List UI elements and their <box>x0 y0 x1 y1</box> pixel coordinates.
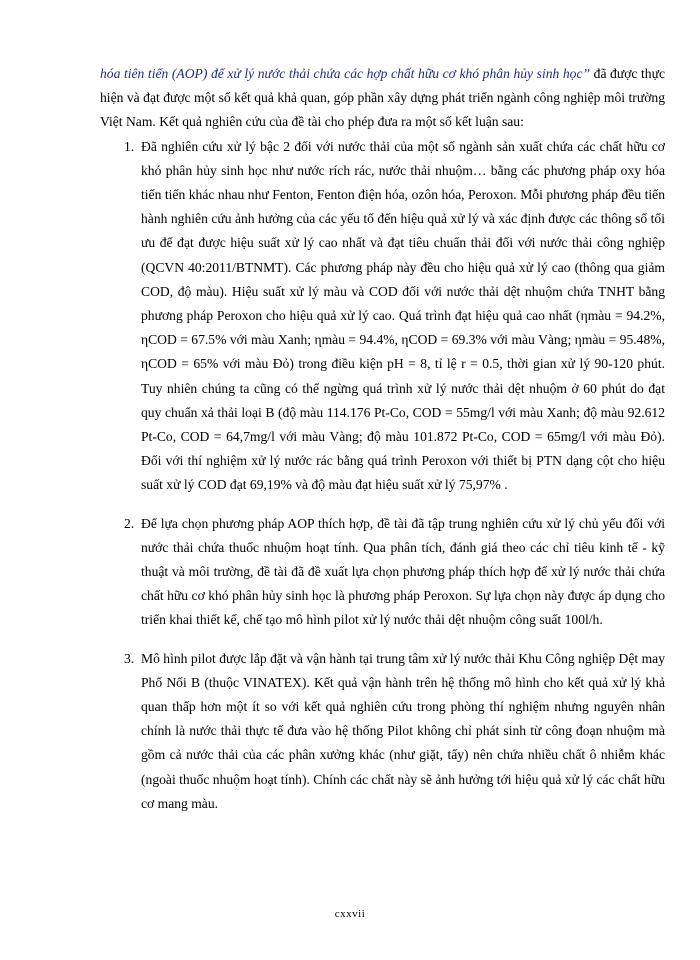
page-body <box>100 62 665 830</box>
intro-paragraph <box>100 62 665 135</box>
list-item <box>100 647 665 816</box>
list-item-number: 3. <box>124 650 135 666</box>
list-item <box>100 135 665 498</box>
list-item-number: 1. <box>124 138 135 154</box>
intro-text: đã được thực hiện và đạt được một số kết quả khả quan, góp phần xây dựng phát triển ngành công nghiệp môi trường Việt Nam. Kết quả nghiên cứu của đề tài cho phép đưa ra một số kết luận sau: <box>100 66 666 130</box>
project-title-emphasis: hóa tiên tiến (AOP) để xử lý nước thải chứa các hợp chất hữu cơ khó phân hủy sinh học” <box>100 66 591 81</box>
list-item-number: 2. <box>124 515 135 531</box>
list-item <box>100 512 665 633</box>
page-number: cxxvii <box>334 908 366 920</box>
list-item-text: Đã nghiên cứu xử lý bậc 2 đối với nước thải của một số ngành sản xuất chứa các chất hữu cơ khó phân hủy sinh học như nước rích rác, nước thải nhuộm… bằng các phương pháp oxy hóa tiến tiến khác nhau như Fenton, Fenton điện hóa, ozôn hóa, Peroxon. Mỗi phương pháp đều tiến hành nghiên cứu ảnh hưởng của các yếu tố đến hiệu quả xử lý và xác định được các thông số tối ưu để đạt được hiệu suất xử lý cao nhất và đạt tiêu chuẩn thải đối với nước thải công nghiệp (QCVN 40:2011/BTNMT). Các phương pháp này đều cho hiệu quả xử lý cao (thông qua giảm COD, độ màu). Hiệu suất xử lý màu và COD đối với nước thải dệt nhuộm chứa TNHT bằng phương pháp Peroxon cho hiệu quả xử lý cao. Quá trình đạt hiệu quả cao nhất (ηmàu = 94.2%, ηCOD = 67.5% với màu Xanh; ηmàu = 94.4%, ηCOD = 69.3% với màu Vàng; ηmàu = 95.48%, ηCOD = 65% với màu Đỏ) trong điều kiện pH = 8, tỉ lệ r = 0.5, thời gian xử lý 90-120 phút. Tuy nhiên chúng ta cũng có thể ngừng quá trình xử lý nước thải dệt nhuộm ở 60 phút do đạt quy chuẩn xả thải loại B (độ màu 114.176 Pt-Co, COD = 55mg/l với màu Xanh; độ màu 92.612 Pt-Co, COD = 64,7mg/l với màu Vàng; độ màu 101.872 Pt-Co, COD = 65mg/l với màu Đỏ). Đối với thí nghiệm xử lý nước rác bằng quá trình Peroxon với thiết bị PTN dạng cột cho hiệu suất xử lý COD đạt 69,19% và độ màu đạt hiệu suất xử lý 75,97% . <box>141 138 665 493</box>
list-item-text: Để lựa chọn phương pháp AOP thích hợp, đề tài đã tập trung nghiên cứu xử lý chủ yếu đối với nước thải chứa thuốc nhuộm hoạt tính. Qua phân tích, đánh giá theo các chỉ tiêu kinh tế - kỹ thuật và môi trường, đề tài đã đề xuất lựa chọn phương pháp thích hợp để xử lý nước thải chứa chất hữu cơ khó phân hủy sinh học là phương pháp Peroxon. Sự lựa chọn này được áp dụng cho triển khai thiết kế, chế tạo mô hình pilot xử lý nước thải dệt nhuộm công suất 100l/h. <box>141 515 665 628</box>
list-item-text: Mô hình pilot được lắp đặt và vận hành tại trung tâm xử lý nước thải Khu Công nghiệp Dệt may Phố Nối B (thuộc VINATEX). Kết quả vận hành trên hệ thống mô hình cho kết quả xử lý khả quan thấp hơn một ít so với kết quả nghiên cứu trong phòng thí nghiệm nhưng nguyên nhân chính là nước thải thực tế đưa vào hệ thống Pilot không chỉ phát sinh từ công đoạn nhuộm mà gồm cả nước thải của các phân xưởng khác (như giặt, tẩy) nên chứa nhiều chất ô nhiễm khác (ngoài thuốc nhuộm hoạt tính). Chính các chất này sẽ ảnh hưởng tới hiệu quả xử lý các chất hữu cơ mang màu. <box>141 650 665 811</box>
conclusions-list <box>100 135 665 816</box>
